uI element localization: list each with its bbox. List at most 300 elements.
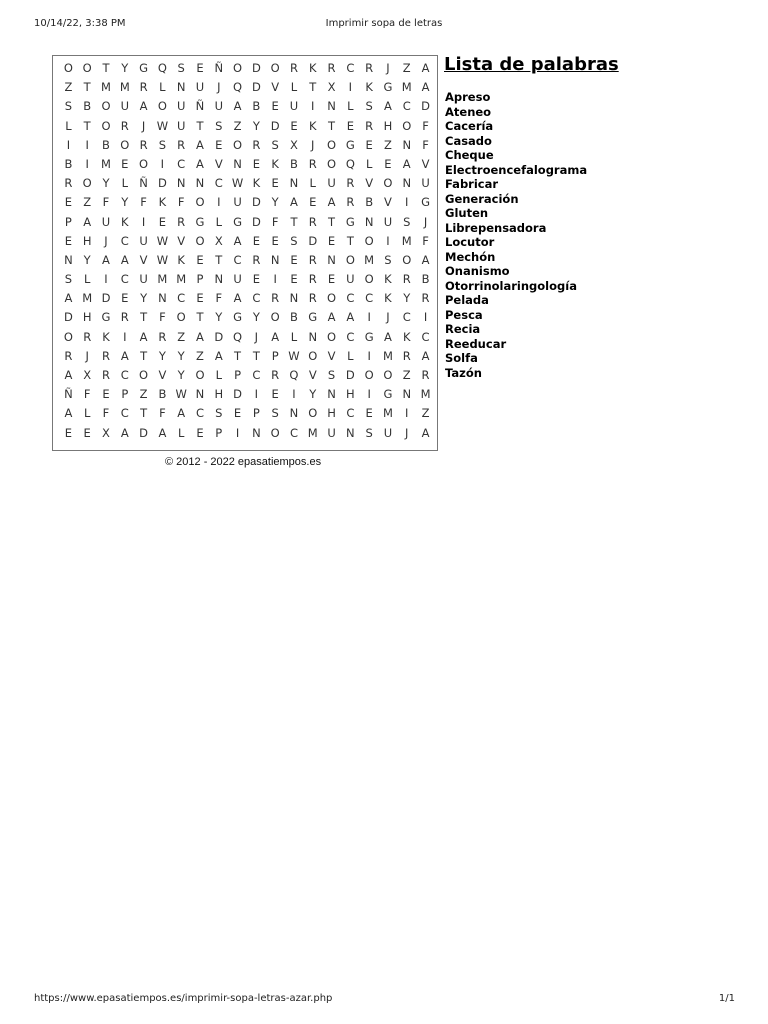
grid-letter: A <box>196 156 204 171</box>
word-list-item: Otorrinolaringología <box>445 278 577 293</box>
grid-letter: I <box>85 156 89 171</box>
word-list-item: Casado <box>445 133 492 148</box>
grid-letter: E <box>252 156 260 171</box>
grid-letter: N <box>402 137 412 152</box>
grid-letter: P <box>271 348 279 363</box>
grid-letter: U <box>421 176 430 191</box>
grid-letter: E <box>196 291 204 306</box>
grid-letter: A <box>196 137 204 152</box>
grid-letter: I <box>85 137 89 152</box>
grid-letter: A <box>233 99 242 114</box>
grid-letter: H <box>327 406 336 421</box>
grid-letter: N <box>176 176 186 191</box>
print-page-number: 1/1 <box>718 993 735 1004</box>
grid-letter: N <box>289 176 299 191</box>
word-list-item: Locutor <box>445 235 495 249</box>
grid-letter: A <box>120 252 129 267</box>
grid-letter: I <box>348 80 353 95</box>
grid-letter: X <box>83 368 92 382</box>
grid-letter: O <box>327 137 337 152</box>
grid-letter: E <box>290 252 298 267</box>
word-list-item: Solfa <box>445 351 478 365</box>
grid-letter: O <box>327 291 337 306</box>
grid-letter: E <box>102 387 110 402</box>
grid-letter: T <box>309 80 317 95</box>
grid-letter: N <box>270 252 280 267</box>
grid-letter: C <box>421 329 430 344</box>
grid-letter: U <box>139 272 148 287</box>
grid-letter: H <box>383 118 393 133</box>
grid-letter: T <box>234 348 242 363</box>
word-list-item: Recia <box>445 322 481 336</box>
grid-letter: P <box>196 272 204 287</box>
grid-letter: A <box>290 195 298 210</box>
grid-letter: U <box>289 99 299 114</box>
grid-letter: O <box>120 137 130 152</box>
grid-letter: N <box>327 252 336 267</box>
grid-letter: J <box>217 80 221 95</box>
grid-letter: V <box>214 156 223 171</box>
grid-letter: N <box>289 406 299 421</box>
print-page-title: Imprimir sopa de letras <box>325 18 443 29</box>
grid-letter: S <box>271 406 279 421</box>
grid-letter: B <box>290 310 298 325</box>
grid-letter: A <box>83 214 92 229</box>
grid-letter: I <box>273 272 277 287</box>
grid-letter: J <box>311 137 315 152</box>
grid-letter: A <box>421 80 430 95</box>
grid-letter: D <box>251 61 261 75</box>
grid-letter: F <box>422 118 429 133</box>
grid-letter: I <box>367 387 371 402</box>
grid-letter: Ñ <box>64 387 73 402</box>
grid-letter: M <box>82 291 93 306</box>
grid-letter: E <box>271 233 279 248</box>
word-search-grid <box>59 59 435 443</box>
grid-letter: I <box>141 214 146 229</box>
grid-letter: D <box>101 291 111 306</box>
grid-letter: A <box>327 310 336 325</box>
grid-letter: C <box>346 329 355 344</box>
grid-letter: U <box>176 118 186 133</box>
word-list-item: Pelada <box>445 293 489 307</box>
grid-letter: M <box>382 348 393 363</box>
grid-letter: Y <box>215 310 223 325</box>
grid-letter: I <box>160 156 165 171</box>
grid-letter: F <box>83 387 91 402</box>
grid-letter: W <box>231 176 244 191</box>
grid-letter: N <box>327 387 336 402</box>
grid-letter: V <box>271 80 280 95</box>
grid-letter: N <box>308 329 318 344</box>
grid-letter: Y <box>403 291 411 306</box>
grid-letter: J <box>104 233 108 248</box>
grid-letter: G <box>233 310 243 325</box>
word-list-title: Lista de palabras <box>444 54 619 75</box>
grid-letter: P <box>252 406 260 421</box>
grid-letter: P <box>234 368 242 382</box>
grid-letter: Y <box>102 176 110 191</box>
grid-letter: D <box>251 214 261 229</box>
grid-letter: Z <box>83 195 92 210</box>
grid-letter: E <box>83 425 91 440</box>
grid-letter: O <box>345 252 355 267</box>
grid-letter: S <box>365 425 373 440</box>
grid-letter: U <box>327 425 336 440</box>
grid-letter: T <box>140 348 148 363</box>
grid-letter: Y <box>177 348 185 363</box>
grid-letter: L <box>290 80 298 95</box>
grid-letter: G <box>421 195 430 210</box>
grid-letter: O <box>270 61 280 75</box>
grid-letter: J <box>405 425 409 440</box>
grid-letter: O <box>364 368 374 382</box>
grid-letter: G <box>233 214 243 229</box>
grid-letter: Z <box>402 61 411 75</box>
grid-letter: R <box>271 291 280 306</box>
grid-letter: S <box>327 368 336 382</box>
grid-letter: Z <box>421 406 430 421</box>
grid-letter: O <box>82 61 92 75</box>
grid-letter: M <box>176 272 187 287</box>
grid-letter: K <box>158 195 167 210</box>
grid-letter: V <box>421 156 430 171</box>
grid-letter: O <box>157 99 167 114</box>
grid-letter: E <box>309 195 317 210</box>
grid-letter: A <box>177 406 186 421</box>
grid-letter: L <box>347 348 354 363</box>
grid-letter: R <box>327 61 336 75</box>
grid-letter: X <box>290 137 298 152</box>
grid-letter: T <box>83 118 91 133</box>
word-list-item: Librepensadora <box>445 220 547 235</box>
grid-letter: V <box>177 233 186 248</box>
grid-letter: O <box>195 368 205 382</box>
grid-letter: A <box>158 425 167 440</box>
grid-letter: Z <box>384 137 392 152</box>
grid-letter: A <box>233 233 242 248</box>
grid-letter: O <box>327 156 337 171</box>
grid-letter: Y <box>121 195 129 210</box>
grid-letter: K <box>308 118 317 133</box>
grid-letter: Y <box>309 387 317 402</box>
grid-letter: M <box>420 387 431 402</box>
word-list-item: Generación <box>445 191 519 206</box>
grid-letter: E <box>252 233 260 248</box>
grid-letter: T <box>102 61 110 75</box>
grid-letter: E <box>158 214 167 229</box>
grid-letter: O <box>101 99 111 114</box>
grid-letter: R <box>308 272 317 287</box>
grid-letter: S <box>384 252 392 267</box>
grid-letter: V <box>158 368 167 382</box>
grid-letter: Q <box>289 368 299 382</box>
grid-letter: P <box>121 387 129 402</box>
grid-letter: S <box>177 61 185 75</box>
grid-letter: O <box>195 195 205 210</box>
grid-letter: W <box>156 118 169 133</box>
grid-letter: A <box>102 252 110 267</box>
grid-letter: D <box>270 118 280 133</box>
grid-letter: O <box>63 61 73 75</box>
grid-letter: F <box>102 406 110 421</box>
grid-letter: B <box>421 272 430 287</box>
grid-letter: B <box>83 99 92 114</box>
grid-letter: L <box>83 406 91 421</box>
grid-letter: D <box>214 329 224 344</box>
grid-letter: J <box>141 118 146 133</box>
grid-letter: R <box>402 348 411 363</box>
grid-letter: N <box>327 99 336 114</box>
grid-letter: E <box>215 137 223 152</box>
grid-letter: U <box>383 425 393 440</box>
grid-letter: L <box>309 176 316 191</box>
grid-letter: K <box>102 329 110 344</box>
grid-letter: A <box>421 348 430 363</box>
grid-letter: F <box>215 291 223 306</box>
grid-letter: F <box>140 195 147 210</box>
grid-letter: R <box>421 291 430 306</box>
grid-letter: F <box>159 406 166 421</box>
grid-letter: T <box>140 310 148 325</box>
grid-letter: R <box>271 368 280 382</box>
word-list-item: Mechón <box>445 249 496 264</box>
grid-letter: N <box>402 387 412 402</box>
grid-letter: C <box>120 233 129 248</box>
grid-letter: R <box>139 137 148 152</box>
grid-letter: I <box>123 329 127 344</box>
grid-letter: A <box>64 406 73 421</box>
grid-letter: N <box>176 80 186 95</box>
grid-letter: I <box>311 99 315 114</box>
grid-letter: W <box>175 387 187 402</box>
word-list-item: Apreso <box>445 90 491 104</box>
grid-letter: R <box>346 195 355 210</box>
grid-letter: H <box>346 387 355 402</box>
grid-letter: E <box>121 291 129 306</box>
grid-letter: R <box>308 252 317 267</box>
grid-letter: Z <box>196 348 204 363</box>
grid-letter: T <box>215 252 223 267</box>
grid-letter: K <box>402 329 411 344</box>
grid-letter: X <box>102 425 110 440</box>
grid-letter: R <box>120 310 129 325</box>
grid-letter: E <box>327 233 336 248</box>
grid-letter: F <box>422 233 429 248</box>
grid-letter: M <box>382 406 393 421</box>
grid-letter: S <box>271 137 279 152</box>
grid-letter: F <box>159 310 166 325</box>
grid-letter: N <box>64 252 73 267</box>
grid-letter: Z <box>233 118 242 133</box>
grid-letter: R <box>252 137 261 152</box>
grid-letter: B <box>365 195 374 210</box>
grid-letter: C <box>120 368 129 382</box>
grid-letter: N <box>346 425 355 440</box>
grid-letter: O <box>402 252 412 267</box>
grid-letter: A <box>214 348 223 363</box>
grid-letter: I <box>254 387 259 402</box>
grid-letter: M <box>401 80 412 95</box>
grid-letter: B <box>64 156 73 171</box>
grid-letter: R <box>421 368 430 382</box>
grid-letter: T <box>290 214 298 229</box>
grid-letter: I <box>217 195 221 210</box>
grid-letter: E <box>365 406 373 421</box>
grid-letter: T <box>196 118 204 133</box>
grid-letter: A <box>421 61 430 75</box>
grid-letter: I <box>235 425 240 440</box>
grid-letter: U <box>233 195 242 210</box>
grid-letter: O <box>195 233 205 248</box>
grid-letter: O <box>63 329 73 344</box>
grid-letter: L <box>215 214 222 229</box>
grid-letter: P <box>64 214 72 229</box>
grid-letter: O <box>364 233 374 248</box>
grid-letter: S <box>64 99 73 114</box>
grid-letter: Z <box>139 387 148 402</box>
grid-letter: E <box>196 425 204 440</box>
grid-letter: S <box>290 233 298 248</box>
grid-letter: O <box>233 61 243 75</box>
grid-letter: D <box>345 368 355 382</box>
grid-letter: F <box>271 214 279 229</box>
grid-letter: N <box>402 176 412 191</box>
grid-letter: M <box>307 425 318 440</box>
grid-letter: C <box>402 310 411 325</box>
grid-letter: C <box>252 291 261 306</box>
grid-letter: E <box>196 252 204 267</box>
grid-letter: X <box>327 80 336 95</box>
grid-letter: R <box>83 329 92 344</box>
grid-letter: J <box>254 329 259 344</box>
grid-letter: O <box>402 118 412 133</box>
grid-letter: A <box>120 348 129 363</box>
grid-letter: R <box>252 252 261 267</box>
grid-letter: E <box>271 99 279 114</box>
word-search-grid-frame <box>52 55 438 451</box>
grid-letter: T <box>196 310 204 325</box>
grid-letter: A <box>421 425 430 440</box>
grid-letter: V <box>139 252 148 267</box>
grid-letter: W <box>156 233 169 248</box>
grid-letter: H <box>214 387 224 402</box>
grid-letter: C <box>289 425 298 440</box>
grid-letter: J <box>85 348 89 363</box>
grid-letter: L <box>121 176 128 191</box>
grid-letter: B <box>252 99 261 114</box>
grid-letter: G <box>139 61 149 75</box>
grid-letter: Y <box>271 195 279 210</box>
grid-letter: O <box>270 310 280 325</box>
grid-letter: A <box>402 156 411 171</box>
grid-letter: T <box>83 80 91 95</box>
grid-letter: I <box>405 195 409 210</box>
word-list-item: Electroencefalograma <box>445 162 588 177</box>
print-datetime: 10/14/22, 3:38 PM <box>34 18 126 29</box>
grid-letter: T <box>328 214 336 229</box>
grid-letter: L <box>290 329 298 344</box>
grid-letter: E <box>271 176 279 191</box>
grid-letter: R <box>64 176 73 191</box>
word-list-item: Tazón <box>445 365 482 380</box>
grid-letter: E <box>290 118 298 133</box>
grid-letter: U <box>327 176 336 191</box>
grid-letter: S <box>158 137 167 152</box>
grid-letter: N <box>289 291 299 306</box>
grid-letter: Q <box>233 80 243 95</box>
grid-letter: G <box>383 80 393 95</box>
grid-letter: O <box>176 310 186 325</box>
grid-letter: I <box>386 233 390 248</box>
grid-letter: O <box>101 118 111 133</box>
grid-letter: I <box>66 137 71 152</box>
grid-letter: E <box>121 156 129 171</box>
word-list-item: Fabricar <box>445 177 499 191</box>
grid-letter: B <box>290 156 298 171</box>
grid-letter: V <box>308 368 317 382</box>
grid-letter: I <box>423 310 428 325</box>
grid-letter: R <box>158 329 167 344</box>
word-list-item: Ateneo <box>445 104 492 119</box>
grid-letter: D <box>421 99 430 114</box>
grid-letter: C <box>402 99 411 114</box>
grid-letter: C <box>177 156 186 171</box>
grid-letter: C <box>346 406 355 421</box>
grid-letter: E <box>64 233 73 248</box>
grid-letter: G <box>101 310 111 325</box>
grid-letter: A <box>384 329 392 344</box>
grid-letter: D <box>308 233 318 248</box>
grid-letter: Z <box>402 368 411 382</box>
grid-letter: B <box>102 137 110 152</box>
grid-letter: H <box>82 310 92 325</box>
grid-letter: C <box>233 252 242 267</box>
grid-letter: M <box>101 156 111 171</box>
grid-letter: G <box>383 387 393 402</box>
grid-letter: G <box>345 214 355 229</box>
grid-letter: C <box>195 406 204 421</box>
grid-letter: Y <box>83 252 91 267</box>
grid-letter: X <box>214 233 223 248</box>
grid-letter: A <box>139 99 148 114</box>
grid-letter: O <box>233 137 243 152</box>
grid-letter: U <box>101 214 111 229</box>
grid-letter: J <box>386 61 390 75</box>
grid-letter: L <box>215 368 222 382</box>
grid-letter: E <box>290 272 298 287</box>
grid-letter: E <box>365 137 373 152</box>
grid-letter: R <box>365 118 374 133</box>
grid-letter: C <box>214 176 223 191</box>
grid-letter: Ñ <box>195 99 205 114</box>
grid-letter: I <box>367 348 371 363</box>
grid-letter: O <box>139 156 149 171</box>
grid-letter: S <box>64 272 73 287</box>
grid-letter: V <box>327 348 336 363</box>
grid-letter: L <box>159 80 166 95</box>
grid-letter: T <box>346 233 354 248</box>
grid-letter: A <box>421 252 430 267</box>
grid-letter: K <box>121 214 129 229</box>
grid-letter: C <box>120 272 129 287</box>
grid-letter: I <box>104 272 108 287</box>
grid-letter: R <box>139 80 148 95</box>
grid-letter: U <box>233 272 242 287</box>
grid-letter: L <box>177 425 185 440</box>
grid-letter: E <box>271 387 279 402</box>
grid-letter: O <box>383 176 393 191</box>
